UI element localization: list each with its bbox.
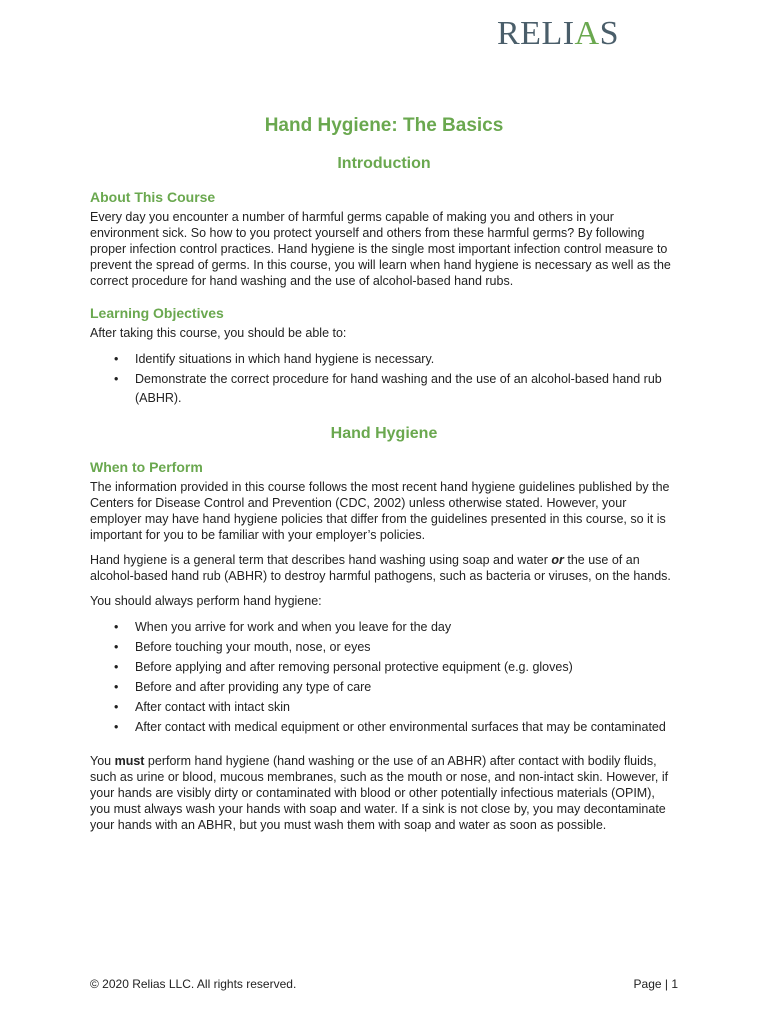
subheading-when-to-perform: When to Perform <box>90 459 203 475</box>
list-item: • When you arrive for work and when you leave for the day <box>90 618 678 637</box>
list-item: • Demonstrate the correct procedure for hand washing and the use of an alcohol-based hand rub (ABHR). <box>90 370 678 408</box>
must-paragraph: You must perform hand hygiene (hand washing or the use of an ABHR) after contact with bodily fluids, such as urine or blood, mucous membranes, such as the mouth or nose, and non-intact skin. However, if your hands are visibly dirty or contaminated with blood or other potentially infectious materials (OPIM), you must always wash your hands with soap and water. If a sink is not close by, you may decontaminate your hands with an ABHR, but you must wash them with soap and water as soon as possible. <box>90 754 669 832</box>
guidelines-paragraph: The information provided in this course follows the most recent hand hygiene guidelines published by the Centers for Disease Control and Prevention (CDC, 2002) unless otherwise stated. However, your employer may have hand hygiene policies that differ from the guidelines presented in this course, so it is important for you to be familiar with your employer’s policies. <box>90 480 670 542</box>
copyright-text: © 2020 Relias LLC. All rights reserved. <box>90 977 297 991</box>
objectives-list <box>90 350 678 408</box>
list-item: • Before applying and after removing personal protective equipment (e.g. gloves) <box>90 658 678 677</box>
always-intro: You should always perform hand hygiene: <box>90 594 322 608</box>
page-title: Hand Hygiene: The Basics <box>264 115 504 136</box>
about-paragraph: Every day you encounter a number of harmful germs capable of making you and others in your environment sick. So how to you protect yourself and others from these harmful germs? By following proper infection control practices. Hand hygiene is the single most important infection control measure to prevent the spread of germs. In this course, you will learn when hand hygiene is necessary as well as the correct procedure for hand washing and the use of alcohol-based hand rubs. <box>90 210 671 288</box>
page-footer <box>90 977 678 991</box>
always-list <box>90 618 678 737</box>
subheading-learning-objectives: Learning Objectives <box>90 305 224 321</box>
section-heading-hand-hygiene: Hand Hygiene <box>330 425 438 442</box>
definition-paragraph: Hand hygiene is a general term that describes hand washing using soap and water or the use of an alcohol-based hand rub (ABHR) to destroy harmful pathogens, such as bacteria or viruses, on the hands. <box>90 553 671 583</box>
list-item: • After contact with medical equipment or other environmental surfaces that may be contaminated <box>90 718 678 737</box>
emphasis-or: or <box>551 553 564 567</box>
document-body <box>90 114 678 842</box>
list-item: • Identify situations in which hand hygiene is necessary. <box>90 350 678 369</box>
logo-text: RELI <box>497 15 575 52</box>
relias-logo <box>497 14 619 54</box>
section-heading-introduction: Introduction <box>337 155 431 172</box>
subheading-about-this-course: About This Course <box>90 189 216 205</box>
page-number: Page | 1 <box>633 977 678 991</box>
emphasis-must: must <box>114 754 145 768</box>
logo-accent-letter: A <box>574 15 600 52</box>
objectives-intro: After taking this course, you should be able to: <box>90 326 347 340</box>
list-item: • Before touching your mouth, nose, or eyes <box>90 638 678 657</box>
logo-text-end: S <box>599 15 620 52</box>
list-item: • After contact with intact skin <box>90 698 678 717</box>
list-item: • Before and after providing any type of care <box>90 678 678 697</box>
